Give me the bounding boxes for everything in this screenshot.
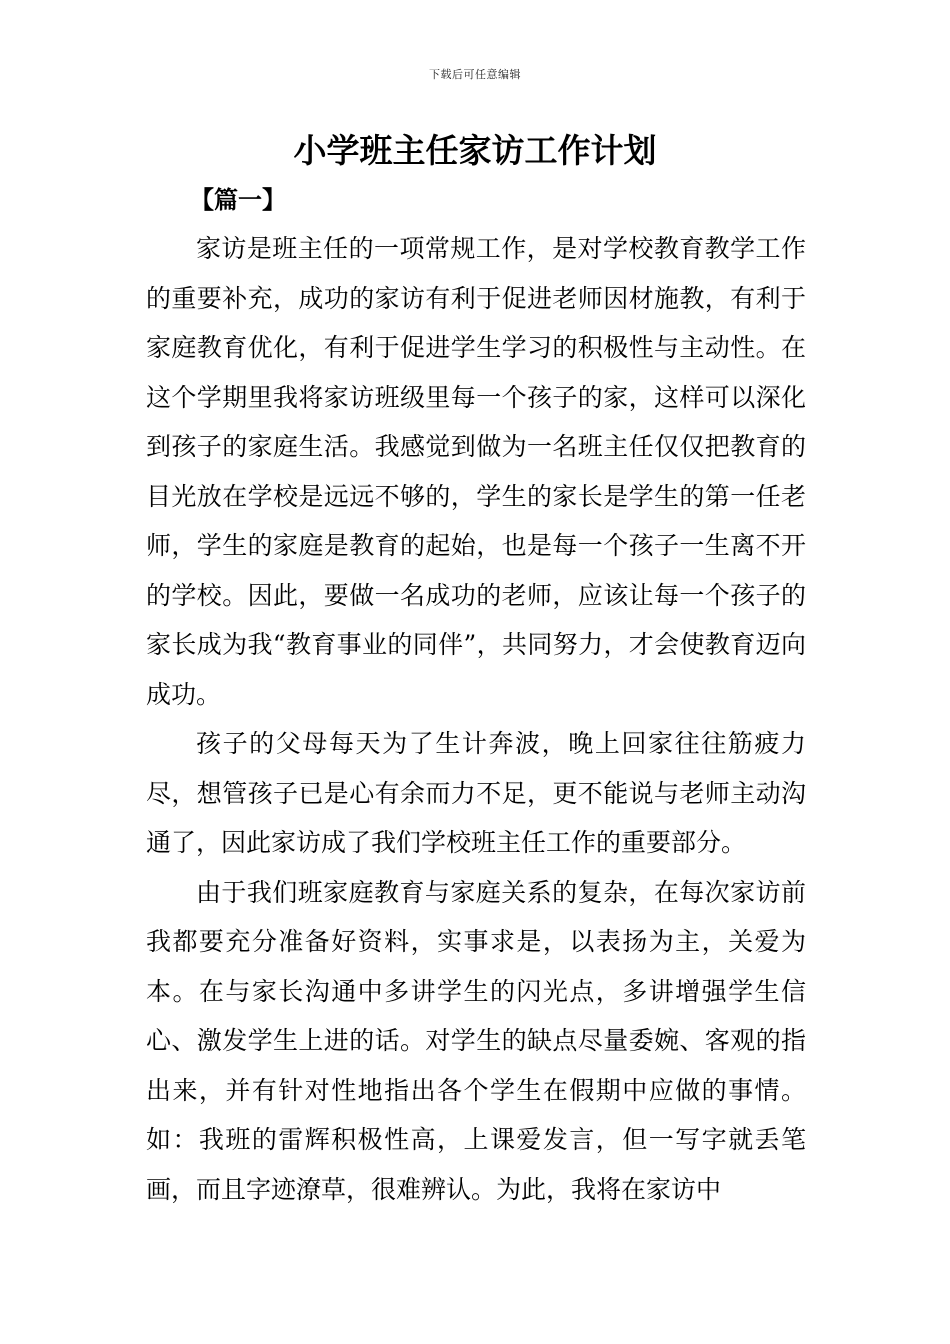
paragraph-3: 由于我们班家庭教育与家庭关系的复杂，在每次家访前我都要充分准备好资料，实事求是，以表扬为主，关爱为本。在与家长沟通中多讲学生的闪光点，多讲增强学生信心、激发学生上进的话。对学生的缺点尽量委婉、客观的指出来，并有针对性地指出各个学生在假期中应做的事情。如：我班的雷辉积极性高，上课爱发言，但一写字就丢笔画，而且字迹潦草，很难辨认。为此，我将在家访中: [146, 877, 806, 1204]
header-note: 下载后可任意编辑: [429, 68, 521, 81]
paragraph-2: 孩子的父母每天为了生计奔波，晚上回家往往筋疲力尽，想管孩子已是心有余而力不足，更不能说与老师主动沟通了，因此家访成了我们学校班主任工作的重要部分。: [146, 729, 806, 857]
section-label: 【篇一】: [190, 185, 286, 214]
document-title: 小学班主任家访工作计划: [293, 131, 657, 170]
paragraph-1: 家访是班主任的一项常规工作，是对学校教育教学工作的重要补充，成功的家访有利于促进老师因材施教，有利于家庭教育优化，有利于促进学生学习的积极性与主动性。在这个学期里我将家访班级里每一个孩子的家，这样可以深化到孩子的家庭生活。我感觉到做为一名班主任仅仅把教育的目光放在学校是远远不够的，学生的家长是学生的第一任老师，学生的家庭是教育的起始，也是每一个孩子一生离不开的学校。因此，要做一名成功的老师，应该让每一个孩子的家长成为我“教育事业的同伴”，共同努力，才会使教育迈向成功。: [146, 234, 806, 709]
body-text: [146, 224, 806, 1214]
